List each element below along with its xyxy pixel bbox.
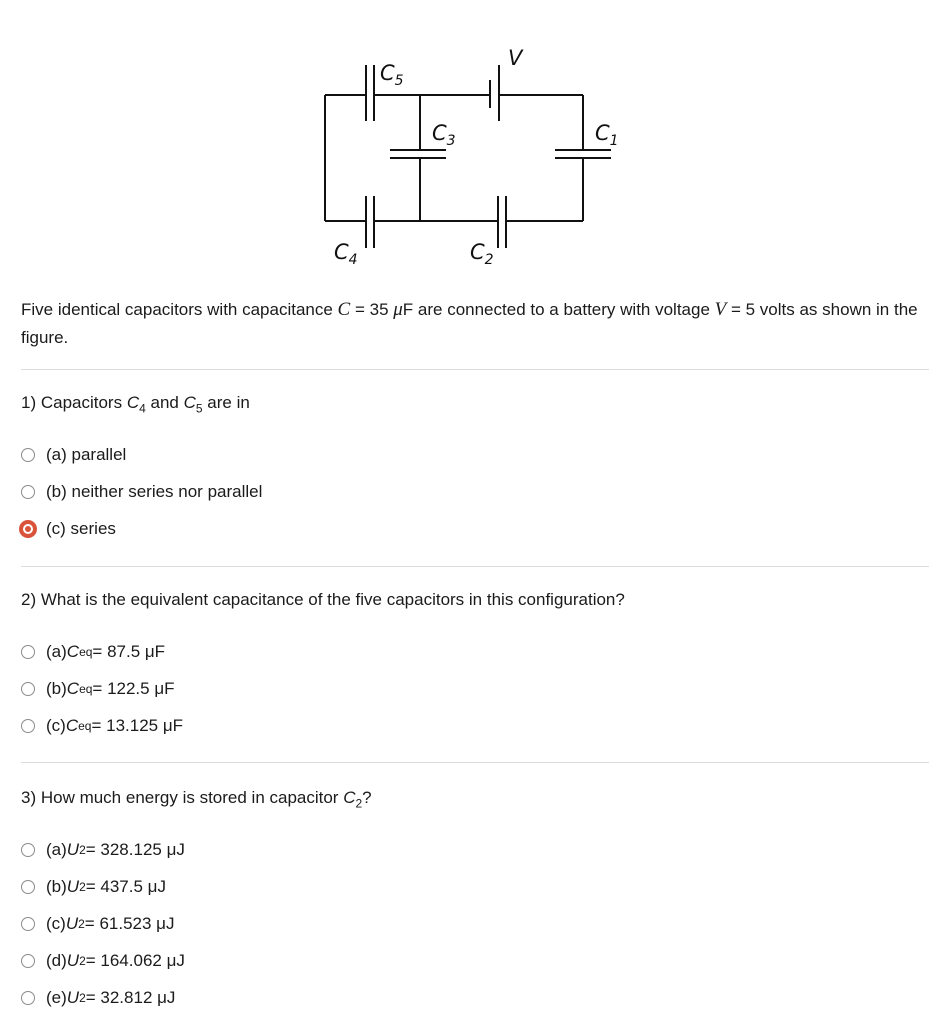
radio-button[interactable] — [21, 954, 35, 968]
radio-button[interactable] — [21, 682, 35, 696]
label-v: V — [508, 46, 523, 70]
q1-option-a[interactable]: (a) parallel — [21, 436, 262, 473]
label-c3: $C_3$ — [432, 121, 456, 149]
divider — [21, 566, 929, 567]
label-c1: $C_1$ — [595, 121, 619, 149]
radio-button[interactable] — [21, 880, 35, 894]
question-1: 1) Capacitors $C_4$ and $C_5$ are in — [21, 393, 250, 416]
q1-option-c[interactable]: (c) series — [21, 510, 262, 547]
question-3: 3) How much energy is stored in capacitor $C_2$? — [21, 788, 372, 811]
divider — [21, 762, 929, 763]
radio-button[interactable] — [21, 843, 35, 857]
radio-button-selected[interactable] — [19, 520, 37, 538]
radio-button[interactable] — [21, 485, 35, 499]
circuit-diagram — [300, 35, 640, 275]
radio-button[interactable] — [21, 448, 35, 462]
problem-statement: Five identical capacitors with capacitance C = 35 μF are connected to a battery with voltage V = 5 volts as shown in the figure. — [21, 299, 918, 347]
radio-button[interactable] — [21, 719, 35, 733]
q2-option-b[interactable]: (b) C eq = 122.5 μF — [21, 670, 183, 707]
question-3-options — [21, 831, 185, 1016]
q3-option-e[interactable]: (e) U 2 = 32.812 μJ — [21, 979, 185, 1016]
label-c5: $C_5$ — [380, 61, 404, 89]
divider — [21, 369, 929, 370]
q2-option-c[interactable]: (c) C eq = 13.125 μF — [21, 707, 183, 744]
q3-option-a[interactable]: (a) U 2 = 328.125 μJ — [21, 831, 185, 868]
q3-option-c[interactable]: (c) U 2 = 61.523 μJ — [21, 905, 185, 942]
question-2-options — [21, 633, 183, 744]
q3-option-d[interactable]: (d) U 2 = 164.062 μJ — [21, 942, 185, 979]
question-2: 2) What is the equivalent capacitance of the five capacitors in this configuration? — [21, 590, 625, 609]
q2-option-a[interactable]: (a) C eq = 87.5 μF — [21, 633, 183, 670]
radio-button[interactable] — [21, 645, 35, 659]
radio-button[interactable] — [21, 917, 35, 931]
q3-option-b[interactable]: (b) U 2 = 437.5 μJ — [21, 868, 185, 905]
label-c2: $C_2$ — [470, 240, 494, 268]
label-c4: $C_4$ — [334, 240, 358, 268]
q1-option-b[interactable]: (b) neither series nor parallel — [21, 473, 262, 510]
radio-button[interactable] — [21, 991, 35, 1005]
question-1-options — [21, 436, 262, 547]
